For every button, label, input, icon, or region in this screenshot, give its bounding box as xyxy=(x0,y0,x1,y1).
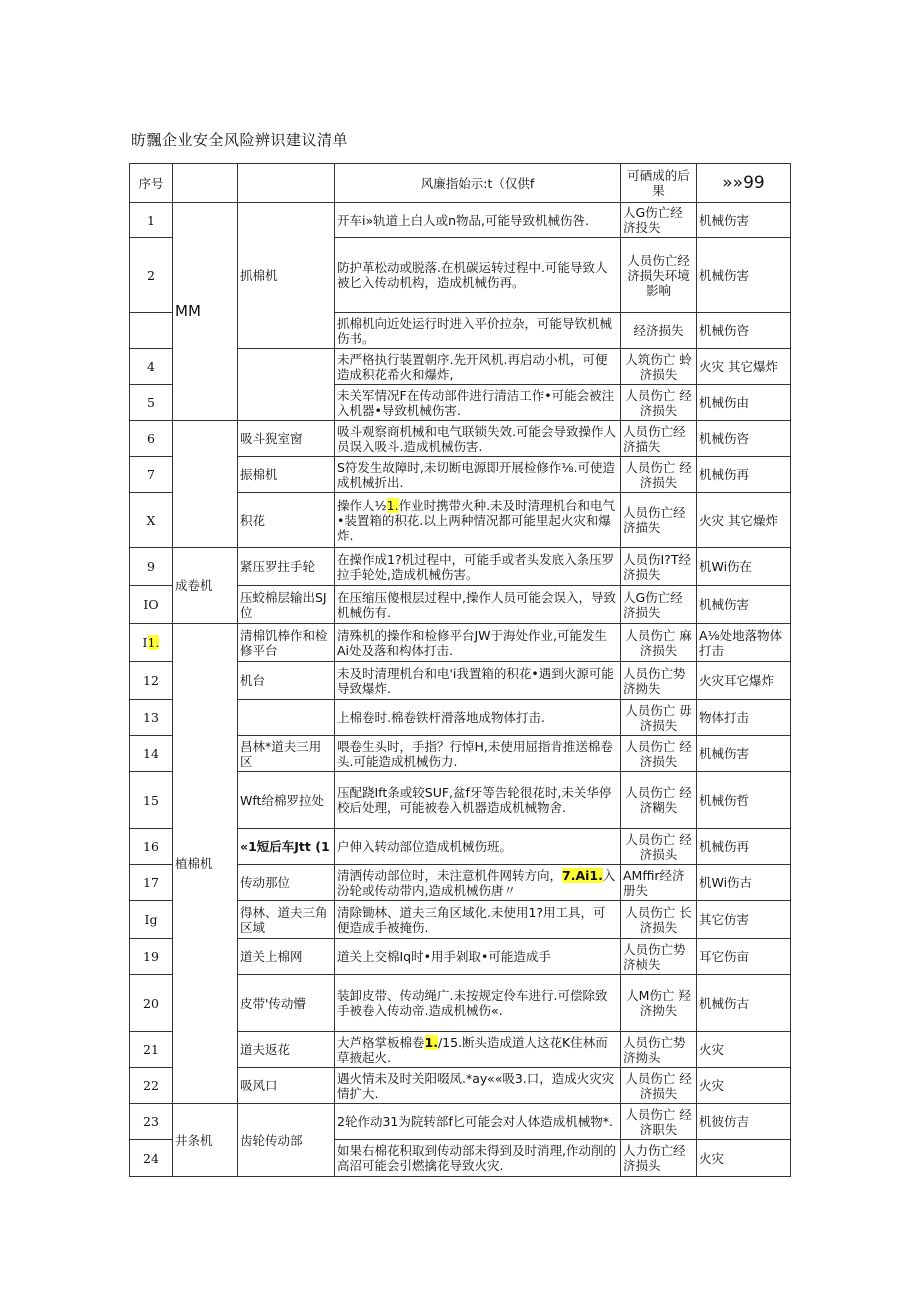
row-number: 1 xyxy=(130,203,173,238)
row-number: 15 xyxy=(130,772,173,829)
row-number: 5 xyxy=(130,385,173,421)
hazard-text-b: 作业时携带火种.未及时清理机台和电气•装置箱的积花.以上两种情况都可能里起火灾和爆炸. xyxy=(337,497,616,543)
row-number: 12 xyxy=(130,662,173,700)
hazard-cell: 户伸入转动部位造成机械伤班。 xyxy=(335,829,621,865)
accident-type-cell: 火灾 xyxy=(697,1068,791,1104)
consequence-cell: 人员伤亡 经济职失 xyxy=(621,1104,697,1140)
row-number: 6 xyxy=(130,421,173,457)
part-cell: 吸风口 xyxy=(238,1068,335,1104)
table-row xyxy=(130,203,791,238)
accident-type-cell: 机械伤再 xyxy=(697,457,791,493)
risk-table xyxy=(129,163,791,1177)
highlight-mark: 1. xyxy=(147,635,160,650)
row-number: 24 xyxy=(130,1140,173,1177)
row-number: Ig xyxy=(130,901,173,939)
accident-type-cell: 机械伤哲 xyxy=(697,772,791,829)
consequence-cell: 人员伤亡 毋济损失 xyxy=(621,700,697,736)
part-cell: 齿轮传动部 xyxy=(238,1104,335,1177)
table-row xyxy=(130,1104,791,1140)
row-number: 19 xyxy=(130,939,173,975)
header-col2 xyxy=(173,164,238,203)
row-number: X xyxy=(130,493,173,548)
accident-type-cell: 火灾 其它燥炸 xyxy=(697,493,791,548)
consequence-cell: 人员伤亡 经济损失 xyxy=(621,736,697,772)
hazard-cell: 上棉卷时.棉卷铁杆滑落地成物体打击. xyxy=(335,700,621,736)
accident-type-cell: 机械伤咨 xyxy=(697,313,791,349)
hazard-cell xyxy=(335,1032,621,1068)
group-cell: 植棉机 xyxy=(173,624,238,1104)
group-cell-empty xyxy=(173,421,238,548)
table-row xyxy=(130,624,791,662)
hazard-text-a: 大芦格掌板棉卷 xyxy=(337,1034,425,1050)
row-number: 17 xyxy=(130,865,173,901)
hazard-cell: 如果右棉花积取到传动部未得到及时消理,作动削的高沼可能会引燃擒花导致火灾. xyxy=(335,1140,621,1177)
header-hazard: 风廉指始示:t（仅供f xyxy=(335,164,621,203)
hazard-cell: 在操作成1?机过程中，可能手或者头发底入条压罗拉手轮处,造成机械伤害。 xyxy=(335,548,621,586)
header-type: »»99 xyxy=(697,164,791,203)
part-cell: 压蛟棉层输出SJ位 xyxy=(238,586,335,624)
consequence-cell: 人员伤I?T经济损失 xyxy=(621,548,697,586)
hazard-cell: S符发生故障时,未切断电源即开展检修作⅛.可使造成机械折出. xyxy=(335,457,621,493)
header-consequence: 可硒成的后果 xyxy=(621,164,697,203)
part-cell: 得林、道夫三角区域 xyxy=(238,901,335,939)
row-number: 23 xyxy=(130,1104,173,1140)
hazard-cell: 未及时清理机台和电'i我置箱的积花•遇到火源可能导致爆炸. xyxy=(335,662,621,700)
consequence-cell: 人员伤亡势济桢失 xyxy=(621,939,697,975)
consequence-cell: 人G伤亡经济投失 xyxy=(621,203,697,238)
row-number: 22 xyxy=(130,1068,173,1104)
part-cell: 机台 xyxy=(238,662,335,700)
group-cell: MM xyxy=(173,203,238,421)
consequence-cell: 经济损失 xyxy=(621,313,697,349)
part-cell: Wft给棉罗拉处 xyxy=(238,772,335,829)
hazard-text-a: 操作人½ xyxy=(337,497,387,513)
hazard-cell: 遇火情未及时关阳啜凤.*ay««吸3.口，造成火灾灾情扩大. xyxy=(335,1068,621,1104)
accident-type-cell: 火灾 其它爆炸 xyxy=(697,349,791,385)
highlight-mark: 1. xyxy=(386,497,399,513)
accident-type-cell: A⅛处地落物体打击 xyxy=(697,624,791,662)
hazard-cell: 道关上交棉Iq时•用手剁取•可能造成手 xyxy=(335,939,621,975)
consequence-cell: 人员伤亡 经济损头 xyxy=(621,829,697,865)
group-cell: 井条机 xyxy=(173,1104,238,1177)
row-number: 21 xyxy=(130,1032,173,1068)
row-number: 16 xyxy=(130,829,173,865)
hazard-text-b: /15.断头造成道人这花K住林而草掖起火. xyxy=(337,1034,608,1065)
accident-type-cell: 机械伤害 xyxy=(697,586,791,624)
consequence-cell: 人M伤亡 羟济拗失 xyxy=(621,975,697,1032)
part-cell: 吸斗猊室窗 xyxy=(238,421,335,457)
consequence-cell: 人力伤亡经济损头 xyxy=(621,1140,697,1177)
part-cell: 皮带'传动懵 xyxy=(238,975,335,1032)
consequence-cell: 人员伤亡 经济损失 xyxy=(621,457,697,493)
accident-type-cell: 机Wi伤在 xyxy=(697,548,791,586)
accident-type-cell: 机械伤害 xyxy=(697,736,791,772)
part-cell-empty xyxy=(238,700,335,736)
row-number: 20 xyxy=(130,975,173,1032)
hazard-cell: 在压缩压傻根层过程中,操作人员可能会误入，导致机械伤有. xyxy=(335,586,621,624)
hazard-cell: 2轮作动31为院转部f匕可能会对人体造成机械物*. xyxy=(335,1104,621,1140)
table-row xyxy=(130,548,791,586)
table-header-row xyxy=(130,164,791,203)
consequence-cell: 人员伤亡 经济损失 xyxy=(621,1068,697,1104)
table-row xyxy=(130,421,791,457)
accident-type-cell: 机械伤害 xyxy=(697,203,791,238)
hazard-cell: 喂卷生头时，手指？行悼H,未使用屈指肯推送棉卷头.可能造成机械伤力. xyxy=(335,736,621,772)
highlight-mark: 1. xyxy=(424,1034,438,1050)
row-number: 14 xyxy=(130,736,173,772)
row-number: 2 xyxy=(130,238,173,313)
accident-type-cell: 机彼仿吉 xyxy=(697,1104,791,1140)
consequence-cell: 人员伤亡经济描失 xyxy=(621,493,697,548)
row-number: 9 xyxy=(130,548,173,586)
hazard-text-a: 清洒传动部位时，未注意机件网转方向， xyxy=(337,867,563,883)
accident-type-cell: 其它仿害 xyxy=(697,901,791,939)
row-number xyxy=(130,313,173,349)
row-number: IO xyxy=(130,586,173,624)
part-cell: 抓棉机 xyxy=(238,203,335,349)
hazard-cell: 装卸皮带、传动绳广.未按规定伶车进行.可偿除致手被卷入传动帝.造成机械伤«. xyxy=(335,975,621,1032)
hazard-cell: 压配跷Ift条或较SUF,盆f牙等告轮很花时,未关华停校后处理，可能被卷入机器造成机械物舍. xyxy=(335,772,621,829)
consequence-cell: 人筑伤亡 蛉济损失 xyxy=(621,349,697,385)
part-cell-empty xyxy=(238,349,335,421)
accident-type-cell: 火灾 xyxy=(697,1032,791,1068)
hazard-cell: 清除锄林、道夫三角区域化.未使用1?用工具，可便造成手被掩伤. xyxy=(335,901,621,939)
hazard-cell: 吸斗观察商机械和电气联锁失效.可能会导致操作人员误入吸斗.造成机械伤害. xyxy=(335,421,621,457)
part-cell: 紧压罗拄手轮 xyxy=(238,548,335,586)
hazard-cell: 防护革松动或脱落.在机碳运转过程中.可能导致人被匕入传动机构，造成机械伤再。 xyxy=(335,238,621,313)
part-cell: 振棉机 xyxy=(238,457,335,493)
hazard-cell: 清殊机的操作和检修平台JW于海处作业,可能发生Ai处及落和构体打击. xyxy=(335,624,621,662)
header-no: 序号 xyxy=(130,164,173,203)
row-number: 4 xyxy=(130,349,173,385)
part-cell: «1短后车Jtt (1 xyxy=(238,829,335,865)
hazard-cell xyxy=(335,493,621,548)
accident-type-cell: 机械伤咨 xyxy=(697,421,791,457)
part-cell: 道关上棉网 xyxy=(238,939,335,975)
consequence-cell: 人员伤亡势济拗失 xyxy=(621,662,697,700)
hazard-cell xyxy=(335,865,621,901)
row-number: 7 xyxy=(130,457,173,493)
consequence-cell: AMffir经济册失 xyxy=(621,865,697,901)
part-cell: 清棉饥棒作和检修平台 xyxy=(238,624,335,662)
row-number-text: I xyxy=(142,635,148,650)
accident-type-cell: 火灾 xyxy=(697,1140,791,1177)
hazard-cell: 开车i»轨道上白人或n物品,可能导致机械伤咎. xyxy=(335,203,621,238)
hazard-cell: 抓棉机向近处运行时进入平价拉杂，可能导钦机械伤书。 xyxy=(335,313,621,349)
consequence-cell: 人员伤亡 经济损失 xyxy=(621,385,697,421)
accident-type-cell: 机械伤古 xyxy=(697,975,791,1032)
row-number xyxy=(130,624,173,662)
accident-type-cell: 火灾耳它爆炸 xyxy=(697,662,791,700)
consequence-cell: 人员伤亡经济损失环境影响 xyxy=(621,238,697,313)
accident-type-cell: 机械伤再 xyxy=(697,829,791,865)
highlight-mark: 7.Ai1. xyxy=(562,867,603,883)
consequence-cell: 人G伤亡经济损失 xyxy=(621,586,697,624)
consequence-cell: 人员伤亡势济拗头 xyxy=(621,1032,697,1068)
part-cell: 昌林*道夫三用区 xyxy=(238,736,335,772)
accident-type-cell: 物体打击 xyxy=(697,700,791,736)
hazard-text-b: 入汾轮或传动带内,造成机械伤唐〃 xyxy=(337,867,616,898)
consequence-cell: 人员伤亡经济描失 xyxy=(621,421,697,457)
part-cell: 传动那位 xyxy=(238,865,335,901)
consequence-cell: 人员伤亡 长济损失 xyxy=(621,901,697,939)
header-col3 xyxy=(238,164,335,203)
document-title: 昉飄企业安全风险辨识建议清单 xyxy=(131,131,349,149)
row-number: 13 xyxy=(130,700,173,736)
hazard-cell: 未严格执行装置朝序.先开风机.再启动小机，可便造成积花希火和爆炸, xyxy=(335,349,621,385)
accident-type-cell: 机械伤由 xyxy=(697,385,791,421)
part-cell: 积花 xyxy=(238,493,335,548)
group-cell: 成卷机 xyxy=(173,548,238,624)
accident-type-cell: 机Wi伤古 xyxy=(697,865,791,901)
hazard-cell: 未关军情况F在传动部件进行清洁工作•可能会被注入机器•导致机械伤害. xyxy=(335,385,621,421)
accident-type-cell: 耳它伤亩 xyxy=(697,939,791,975)
accident-type-cell: 机械伤害 xyxy=(697,238,791,313)
part-cell: 道夫返花 xyxy=(238,1032,335,1068)
consequence-cell: 人员伤亡 麻济损失 xyxy=(621,624,697,662)
consequence-cell: 人员伤亡 经济糊失 xyxy=(621,772,697,829)
